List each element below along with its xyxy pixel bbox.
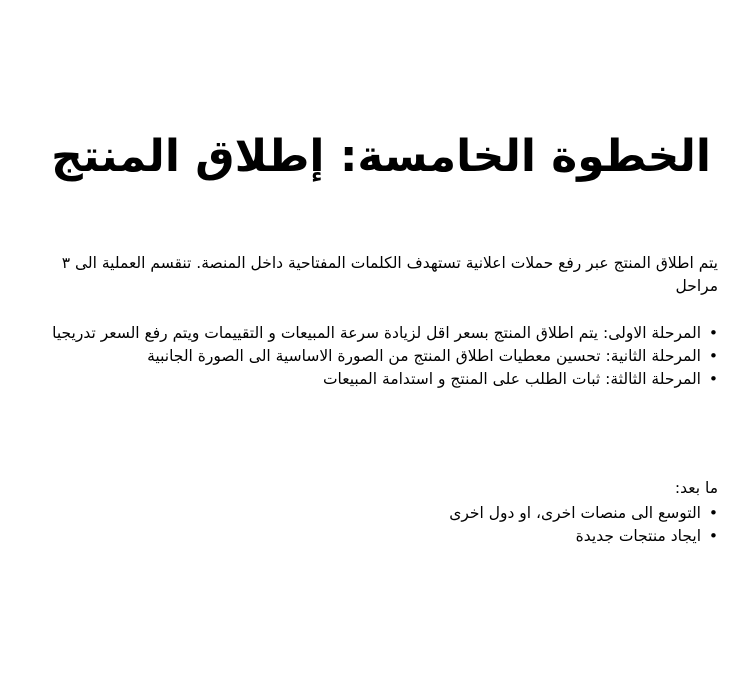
stage-item-2: • المرحلة الثانية: تحسين معطيات اطلاق المنتج من الصورة الاساسية الى الصورة الجانبية	[18, 345, 701, 368]
after-list	[18, 502, 718, 548]
intro-paragraph: يتم اطلاق المنتج عبر رفع حملات اعلانية تستهدف الكلمات المفتاحية داخل المنصة. تنقسم العملية الى ٣ مراحل	[61, 254, 718, 295]
after-item-2: • ايجاد منتجات جديدة	[18, 525, 701, 548]
after-item-1: • التوسع الى منصات اخرى، او دول اخرى	[18, 502, 701, 525]
stage-item-3: • المرحلة الثالثة: ثبات الطلب على المنتج و استدامة المبيعات	[18, 368, 701, 391]
stage-item-1: • المرحلة الاولى: يتم اطلاق المنتج بسعر اقل لزيادة سرعة المبيعات و التقييمات ويتم رفع السعر تدريجيا	[18, 322, 701, 345]
slide-title: الخطوة الخامسة: إطلاق المنتج	[51, 131, 711, 182]
after-heading: ما بعد:	[674, 479, 718, 497]
stages-list	[18, 322, 718, 391]
